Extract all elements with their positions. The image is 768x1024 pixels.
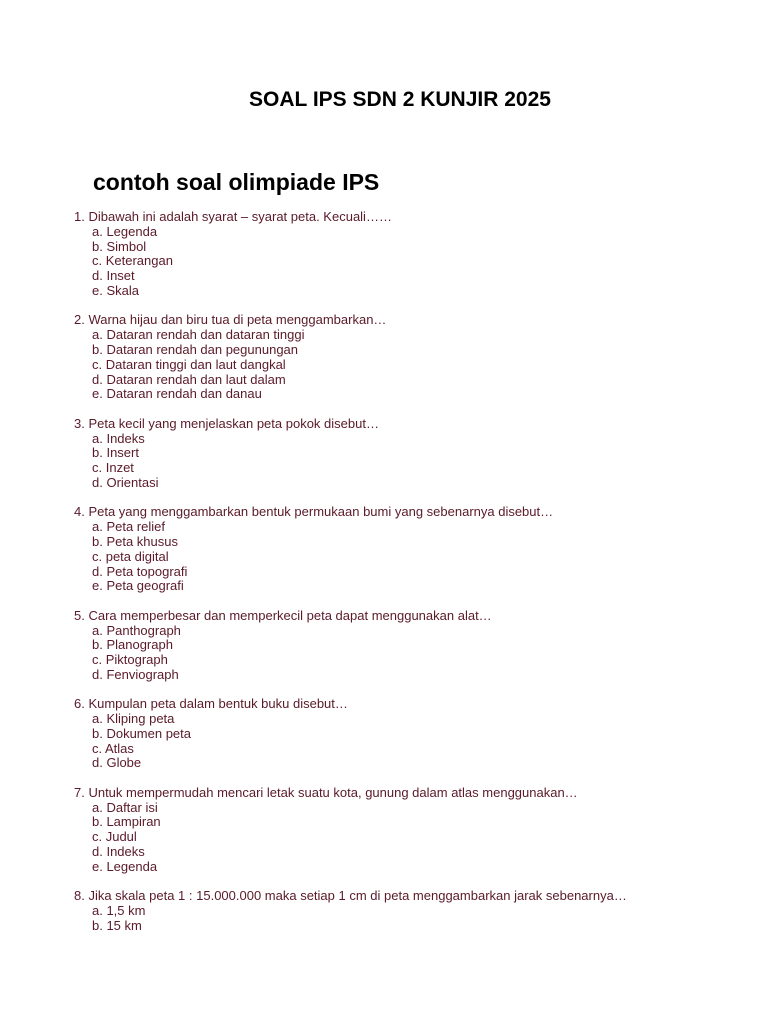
option-item: e. Legenda (92, 858, 158, 874)
option-item: a. Legenda (92, 223, 158, 239)
question-3 (74, 417, 744, 491)
question-list (74, 210, 744, 948)
option-list (74, 520, 744, 594)
question-text: 4. Peta yang menggambarkan bentuk permukaan bumi yang sebenarnya disebut… (74, 504, 554, 520)
option-item: b. Peta khusus (92, 533, 178, 549)
option-item: e. Dataran rendah dan danau (92, 386, 262, 402)
option-item: a. 1,5 km (92, 903, 146, 919)
option-list (74, 328, 744, 402)
question-text: 7. Untuk mempermudah mencari letak suatu kota, gunung dalam atlas menggunakan… (74, 784, 578, 800)
question-text: 8. Jika skala peta 1 : 15.000.000 maka setiap 1 cm di peta menggambarkan jarak sebenarnya… (74, 888, 627, 904)
document-title: SOAL IPS SDN 2 KUNJIR 2025 (249, 88, 551, 111)
option-list (74, 801, 744, 875)
option-item: d. Globe (92, 755, 142, 771)
option-item: d. Indeks (92, 844, 145, 860)
option-item: d. Fenviograph (92, 666, 179, 682)
question-5 (74, 609, 744, 683)
option-item: c. Judul (92, 829, 137, 845)
option-item: c. Piktograph (92, 652, 168, 668)
option-item: a. Kliping peta (92, 711, 175, 727)
question-text: 5. Cara memperbesar dan memperkecil peta dapat menggunakan alat… (74, 607, 492, 623)
question-2 (74, 313, 744, 402)
option-item: d. Dataran rendah dan laut dalam (92, 371, 286, 387)
option-item: d. Peta topografi (92, 563, 188, 579)
option-item: a. Daftar isi (92, 799, 158, 815)
question-6 (74, 697, 744, 771)
option-list (74, 432, 744, 491)
question-4 (74, 505, 744, 594)
option-item: a. Panthograph (92, 622, 181, 638)
question-1 (74, 210, 744, 299)
option-item: b. Dokumen peta (92, 725, 192, 741)
option-item: e. Skala (92, 282, 139, 298)
question-text: 2. Warna hijau dan biru tua di peta menggambarkan… (74, 312, 387, 328)
option-list (74, 225, 744, 299)
option-item: a. Peta relief (92, 519, 165, 535)
option-item: c. Keterangan (92, 253, 173, 269)
question-text: 6. Kumpulan peta dalam bentuk buku disebut… (74, 696, 348, 712)
option-list (74, 904, 744, 934)
option-item: b. Lampiran (92, 814, 161, 830)
option-item: a. Dataran rendah dan dataran tinggi (92, 327, 305, 343)
option-item: c. Inzet (92, 460, 134, 476)
option-item: d. Orientasi (92, 474, 159, 490)
option-item: c. Dataran tinggi dan laut dangkal (92, 356, 286, 372)
option-item: b. Planograph (92, 637, 173, 653)
document-subtitle: contoh soal olimpiade IPS (93, 169, 380, 195)
option-list (74, 712, 744, 771)
option-item: c. Atlas (92, 740, 134, 756)
option-item: a. Indeks (92, 430, 145, 446)
option-item: c. peta digital (92, 548, 169, 564)
question-text: 3. Peta kecil yang menjelaskan peta pokok disebut… (74, 415, 379, 431)
option-item: e. Peta geografi (92, 578, 184, 594)
question-7 (74, 786, 744, 875)
option-list (74, 624, 744, 683)
option-item: b. Insert (92, 445, 139, 461)
question-8 (74, 889, 744, 933)
question-text: 1. Dibawah ini adalah syarat – syarat peta. Kecuali…… (74, 209, 392, 224)
option-item: d. Inset (92, 268, 135, 284)
option-item: b. 15 km (92, 917, 142, 933)
option-item: b. Dataran rendah dan pegunungan (92, 341, 299, 357)
option-item: b. Simbol (92, 238, 147, 254)
